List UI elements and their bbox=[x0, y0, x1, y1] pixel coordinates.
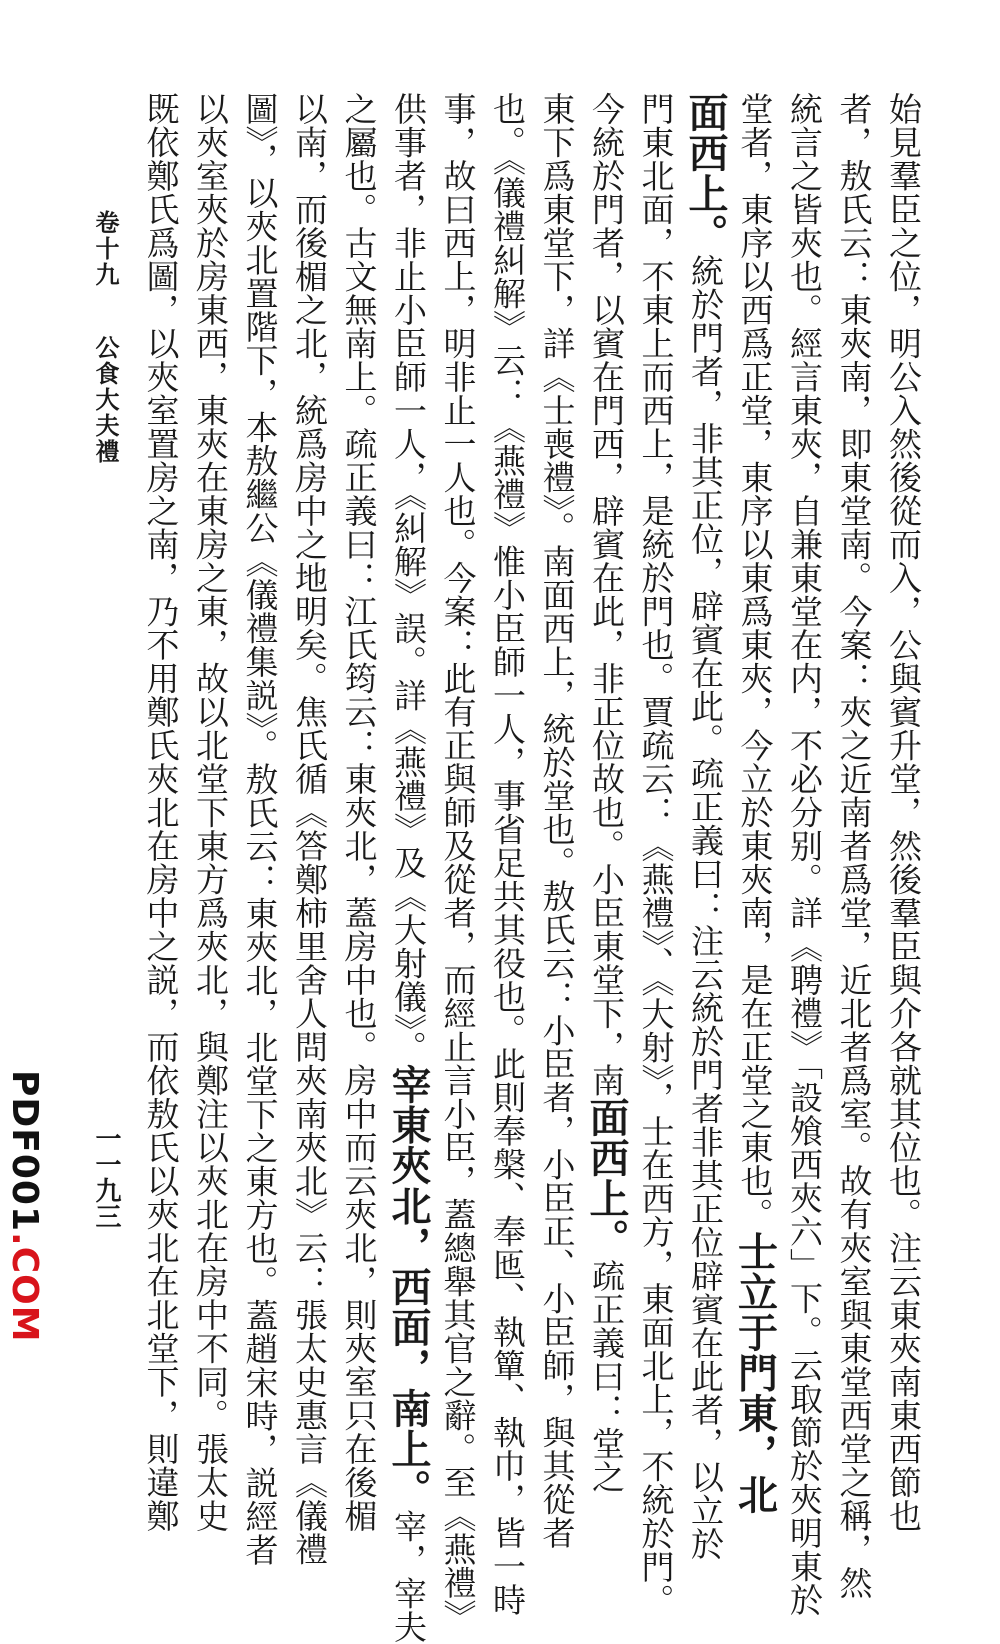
classic-text-phrase: 宰東夾北，西面，南上。 bbox=[385, 1064, 432, 1510]
text-column: 統言之皆夾也。經言東夾，自兼東堂在内，不必分别。詳《聘禮》「設飧西夾六」下。云取節於夾明東於 bbox=[785, 92, 824, 1617]
running-head bbox=[88, 210, 123, 465]
text-column: 圖》，以夾北置階下，本敖繼公《儀禮集説》。敖氏云：東夾北，北堂下之東方也。蓋趙宋時，説經者 bbox=[240, 92, 280, 1567]
watermark bbox=[4, 1070, 45, 1343]
text-column: 東下爲東堂下，詳《士喪禮》。南面西上，統於堂也。敖氏云：小臣者，小臣正、小臣師，與其從者 bbox=[537, 92, 577, 1550]
chapter-label: 卷十九 bbox=[91, 210, 120, 288]
text-column: 既依鄭氏爲圖，以夾室置房之南，乃不用鄭氏夾北在房中之説，而依敖氏以夾北在北堂下，則違鄭 bbox=[141, 92, 181, 1533]
text-column: 門東北面，不東上而西上，是統於門也。賈疏云：《燕禮》、《大射》，士在西方，東面北上，不統於門。 bbox=[636, 92, 676, 1617]
classic-text-phrase: 面西上。 bbox=[682, 92, 729, 254]
section-title: 公食大夫禮 bbox=[91, 334, 120, 465]
text-column: 事，故曰西上，明非止一人也。今案：此有正與師及從者，而經止言小臣，蓋總舉其官之辭。至《燕禮》 bbox=[438, 92, 478, 1633]
main-text-block bbox=[128, 92, 928, 1644]
text-column: 堂者，東序以西爲正堂，東序以東爲東夾，今立於東夾南，是在正堂之東也。士立于門東，北 bbox=[731, 92, 779, 1515]
text-column: 供事者，非止小臣師一人，《糾解》誤。詳《燕禮》及《大射儀》。宰東夾北，西面，南上。宰，宰夫 bbox=[385, 92, 432, 1644]
text-column: 也。《儀禮糾解》云：《燕禮》惟小臣師一人，事省足共其役也。此則奉槃、奉匜、執簞、執巾，皆一時 bbox=[488, 92, 527, 1617]
text-column: 者，敖氏云：東夾南，即東堂南。今案：夾之近南者爲堂，近北者爲室。故有夾室與東堂西堂之稱，然 bbox=[834, 92, 874, 1600]
classic-text-phrase: 面西上。 bbox=[583, 1097, 630, 1259]
text-column: 今統於門者，以賓在門西，辟賓在此，非正位故也。小臣東堂下，南面西上。疏正義曰：堂之 bbox=[583, 92, 630, 1494]
text-column: 之屬也。古文無南上。疏正義曰：江氏筠云：東夾北，蓋房中也。房中而云夾北，則夾室只在後楣 bbox=[339, 92, 379, 1533]
page-number: 一一九三 bbox=[91, 1125, 121, 1229]
text-column: 面西上。統於門者，非其正位，辟賓在此。疏正義曰：注云統於門者非其正位辟賓在此者，以立於 bbox=[682, 92, 729, 1561]
text-column: 始見羣臣之位，明公入然後從而入，公與賓升堂，然後羣臣與介各就其位也。注云東夾南東西節也 bbox=[884, 92, 923, 1533]
watermark-part2: .COM bbox=[4, 1232, 45, 1343]
classic-text-phrase: 士立于門東，北 bbox=[731, 1231, 779, 1515]
text-column: 以夾室夾於房東西，東夾在東房之東，故以北堂下東方爲夾北，與鄭注以夾北在房中不同。張太史 bbox=[191, 92, 230, 1533]
watermark-part1: PDF001 bbox=[4, 1070, 45, 1233]
text-column: 以南，而後楣之北，統爲房中之地明矣。焦氏循《答鄭柿里舍人問夾南夾北》云：張太史惠言《儀禮 bbox=[290, 92, 329, 1566]
